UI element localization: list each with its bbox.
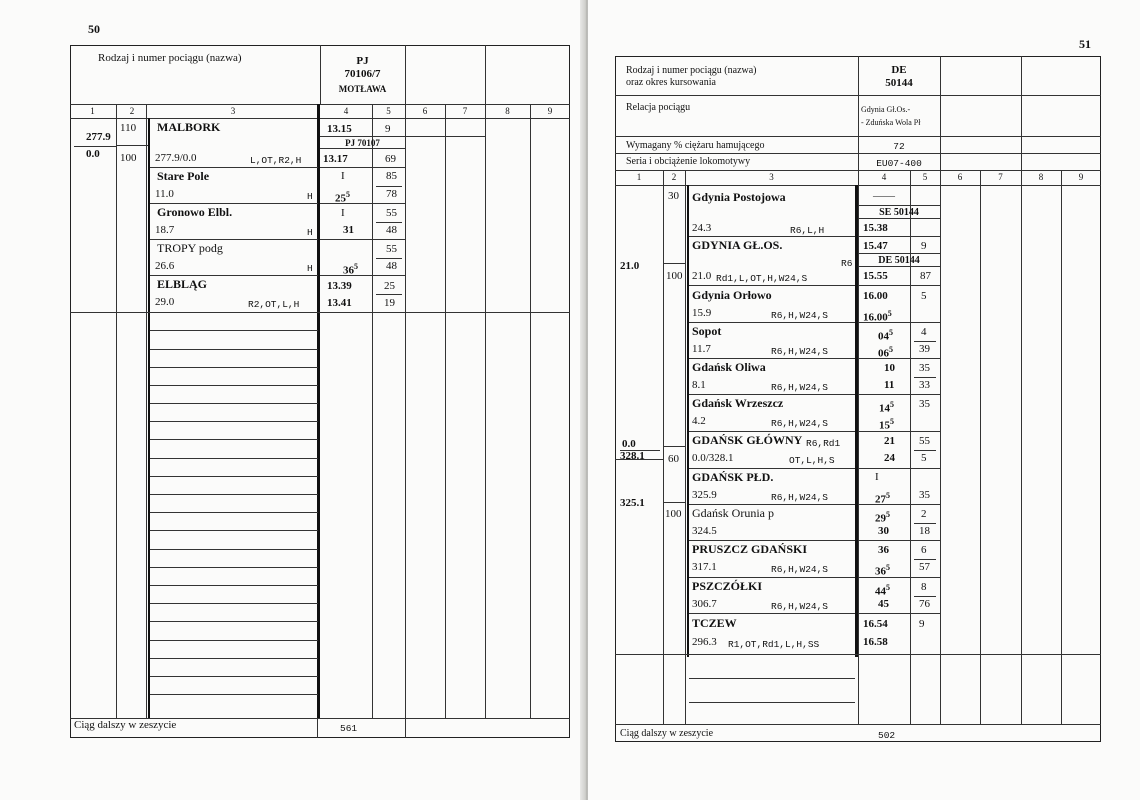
col-9: 9: [547, 106, 553, 116]
aux-value: 39: [919, 343, 930, 355]
header-label: Rodzaj i numer pociągu (nazwa): [626, 65, 757, 76]
station-name: PRUSZCZ GDAŃSKI: [692, 542, 808, 556]
pass-mark: I: [341, 207, 345, 219]
km-value: 306.7: [692, 598, 717, 610]
train-type: PJ: [356, 55, 369, 67]
time-value: 21: [884, 435, 895, 447]
km-mark: 277.9: [86, 131, 111, 143]
time-sup: 5: [890, 417, 894, 426]
station-name: TROPY podg: [157, 241, 223, 255]
aux-value: 55: [386, 207, 397, 219]
km-value: 21.0: [692, 270, 712, 282]
station-name: Sopot: [692, 324, 722, 338]
col-4: 4: [881, 172, 887, 182]
header-label: Rodzaj i numer pociągu (nazwa): [98, 52, 242, 64]
time-value: 16.58: [863, 636, 888, 648]
time-value: 25: [335, 192, 346, 205]
relation-line: - Zduńska Wola Pł: [861, 118, 921, 127]
km-value: 26.6: [155, 260, 175, 272]
flags: R2,OT,L,H: [248, 299, 300, 310]
time-value: 15.55: [863, 270, 888, 282]
train-number: 70106/7: [344, 68, 381, 80]
aux-value: 35: [919, 489, 930, 501]
col-6: 6: [957, 172, 963, 182]
station-name: GDAŃSK GŁÓWNY: [692, 433, 803, 447]
flags: R6,H,W24,S: [771, 346, 829, 357]
flags: L,OT,R2,H: [250, 155, 302, 166]
time-sup: 5: [889, 328, 893, 337]
loco-value: EU07-400: [876, 158, 922, 169]
km-value: 277.9/0.0: [155, 152, 197, 164]
train-name: MOTŁAWA: [338, 84, 387, 94]
aux-value: 8: [921, 581, 927, 593]
page-number: 50: [88, 22, 100, 36]
pass-mark: I: [341, 170, 345, 182]
time-value: 24: [884, 452, 895, 464]
flags: R6,H,W24,S: [771, 310, 829, 321]
aux-value: 5: [921, 290, 927, 302]
speed-value: 110: [120, 122, 137, 134]
col-9: 9: [1078, 172, 1084, 182]
station-name: ELBLĄG: [157, 277, 208, 291]
time-value: 11: [884, 379, 895, 391]
time-sup: 5: [889, 345, 893, 354]
aux-value: 25: [384, 280, 395, 292]
flags: R6,H,W24,S: [771, 418, 829, 429]
aux-value: 2: [921, 508, 927, 520]
aux-value: 33: [919, 379, 930, 391]
flags: R1,OT,Rd1,L,H,SS: [728, 639, 820, 650]
sub-train: SE 50144: [879, 207, 919, 218]
sub-train: DE 50144: [878, 255, 920, 266]
col-7: 7: [462, 106, 468, 116]
time-sup: 5: [886, 583, 890, 592]
aux-value: 55: [919, 435, 930, 447]
km-value: 18.7: [155, 224, 175, 236]
relation-line: Gdynia Gł.Os.-: [861, 105, 911, 114]
col-1: 1: [90, 106, 95, 116]
col-8: 8: [505, 106, 510, 116]
km-value: 296.3: [692, 636, 717, 648]
aux-value: 6: [921, 544, 927, 556]
time-sup: 5: [887, 309, 892, 318]
km-value: 29.0: [155, 296, 175, 308]
time-value: 45: [878, 598, 889, 610]
time-sup: 5: [886, 491, 890, 500]
station-name: MALBORK: [157, 120, 221, 134]
time-value: 16.00: [863, 311, 888, 324]
brake-label: Wymagany % ciężaru hamującego: [626, 140, 765, 151]
page-number: 51: [1079, 37, 1091, 51]
flags: R6: [841, 258, 853, 269]
brake-value: 72: [893, 141, 905, 152]
aux-value: 9: [385, 123, 391, 135]
col-2: 2: [671, 172, 677, 182]
flags: R6,H,W24,S: [771, 601, 829, 612]
aux-value: 18: [919, 525, 930, 537]
time-value: 13.17: [323, 153, 348, 165]
aux-value: 48: [386, 260, 397, 272]
flags: OT,L,H,S: [789, 455, 835, 466]
aux-value: 85: [386, 170, 397, 182]
sub-train: PJ 70107: [345, 138, 380, 148]
time-value: 04: [878, 330, 889, 343]
aux-value: 5: [921, 452, 927, 464]
col-4: 4: [343, 106, 349, 116]
flags: R6,Rd1: [806, 438, 841, 449]
col-8: 8: [1038, 172, 1044, 182]
km-value: 4.2: [692, 415, 706, 427]
station-name: Gronowo Elbl.: [157, 205, 233, 219]
km-value: 324.5: [692, 525, 717, 537]
aux-value: 87: [920, 270, 931, 282]
train-number: 50144: [885, 77, 913, 89]
flags: Rd1,L,OT,H,W24,S: [716, 273, 808, 284]
aux-value: 9: [919, 618, 925, 630]
time-value: 29: [875, 512, 886, 525]
aux-value: 9: [921, 240, 927, 252]
speed-value: 30: [668, 190, 679, 202]
time-value: 44: [875, 585, 886, 598]
aux-value: 35: [919, 398, 930, 410]
pass-mark: I: [875, 471, 879, 483]
aux-value: 76: [919, 598, 930, 610]
col-3: 3: [769, 172, 774, 182]
km-mark: 21.0: [620, 260, 640, 272]
flags: R6,H,W24,S: [771, 564, 829, 575]
station-name: PSZCZÓŁKI: [692, 579, 763, 593]
aux-value: 78: [386, 188, 397, 200]
train-type: DE: [891, 64, 907, 76]
station-name: GDAŃSK PŁD.: [692, 470, 774, 484]
time-value: 13.39: [327, 280, 352, 292]
km-mark: 0.0: [86, 148, 100, 160]
time-value: 16.00: [863, 290, 888, 302]
col-5: 5: [922, 172, 928, 182]
aux-value: 4: [921, 326, 927, 338]
time-sup: 5: [890, 400, 894, 409]
km-value: 24.3: [692, 222, 712, 234]
km-value: 11.7: [692, 343, 711, 355]
col-7: 7: [998, 172, 1003, 182]
speed-value: 100: [120, 152, 137, 164]
flags: R6,L,H: [790, 225, 825, 236]
footer-value: 502: [878, 730, 896, 741]
speed-value: 100: [666, 270, 683, 282]
time-value: 36: [878, 544, 889, 556]
aux-value: 19: [384, 297, 395, 309]
station-name: Gdańsk Oliwa: [692, 360, 766, 374]
time-value: 36: [875, 565, 886, 578]
station-name: GDYNIA GŁ.OS.: [692, 238, 783, 252]
time-value: 10: [884, 362, 895, 374]
time-value: 16.54: [863, 618, 888, 630]
station-name: Gdynia Postojowa: [692, 190, 786, 204]
station-name: Gdańsk Orunia p: [692, 506, 774, 520]
km-value: 15.9: [692, 307, 712, 319]
time-sup: 5: [886, 563, 890, 572]
km-value: 325.9: [692, 489, 717, 501]
col-5: 5: [386, 106, 391, 116]
aux-value: 57: [919, 561, 930, 573]
header-label: oraz okres kursowania: [626, 77, 716, 88]
col-1: 1: [636, 172, 642, 182]
speed-value: 60: [668, 453, 679, 465]
time-value: 06: [878, 347, 889, 360]
time-value: 15: [879, 419, 890, 432]
station-name: Stare Pole: [157, 169, 210, 183]
aux-value: 69: [385, 153, 396, 165]
time-value: 27: [875, 493, 886, 506]
flags: H: [307, 191, 313, 202]
right-page: [588, 0, 1140, 800]
time-value: 14: [879, 402, 890, 415]
station-name: TCZEW: [692, 616, 737, 630]
flags: H: [307, 227, 313, 238]
km-value: 0.0/328.1: [692, 452, 734, 464]
footer-label: Ciąg dalszy w zeszycie: [74, 719, 177, 731]
time-sup: 5: [354, 262, 358, 271]
footer-value: 561: [340, 723, 358, 734]
aux-value: 48: [386, 224, 397, 236]
flags: R6,H,W24,S: [771, 492, 829, 503]
time-value: 15.47: [863, 240, 888, 252]
relation-label: Relacja pociągu: [626, 102, 691, 113]
col-6: 6: [422, 106, 428, 116]
time-value: 13.15: [327, 123, 352, 135]
km-value: 8.1: [692, 379, 706, 391]
speed-value: 100: [665, 508, 682, 520]
flags: R6,H,W24,S: [771, 382, 829, 393]
aux-value: 35: [919, 362, 930, 374]
time-value: 31: [343, 224, 354, 236]
time-value: 30: [878, 525, 889, 537]
km-value: 11.0: [155, 188, 174, 200]
km-mark: 325.1: [620, 497, 645, 509]
time-value: ——: [873, 190, 895, 202]
time-value: 13.41: [327, 297, 352, 309]
time-sup: 5: [346, 190, 350, 199]
time-value: 36: [343, 264, 354, 277]
flags: H: [307, 263, 313, 274]
station-name: Gdynia Orłowo: [692, 288, 772, 302]
aux-value: 55: [386, 243, 397, 255]
loco-label: Seria i obciążenie lokomotywy: [626, 156, 751, 167]
station-name: Gdańsk Wrzeszcz: [692, 396, 784, 410]
footer-label: Ciąg dalszy w zeszycie: [620, 728, 714, 739]
time-value: 15.38: [863, 222, 888, 234]
time-sup: 5: [886, 510, 890, 519]
km-mark: 0.0: [622, 438, 636, 450]
col-2: 2: [129, 106, 135, 116]
km-mark: 328.1: [620, 450, 645, 462]
col-3: 3: [230, 106, 236, 116]
km-value: 317.1: [692, 561, 717, 573]
